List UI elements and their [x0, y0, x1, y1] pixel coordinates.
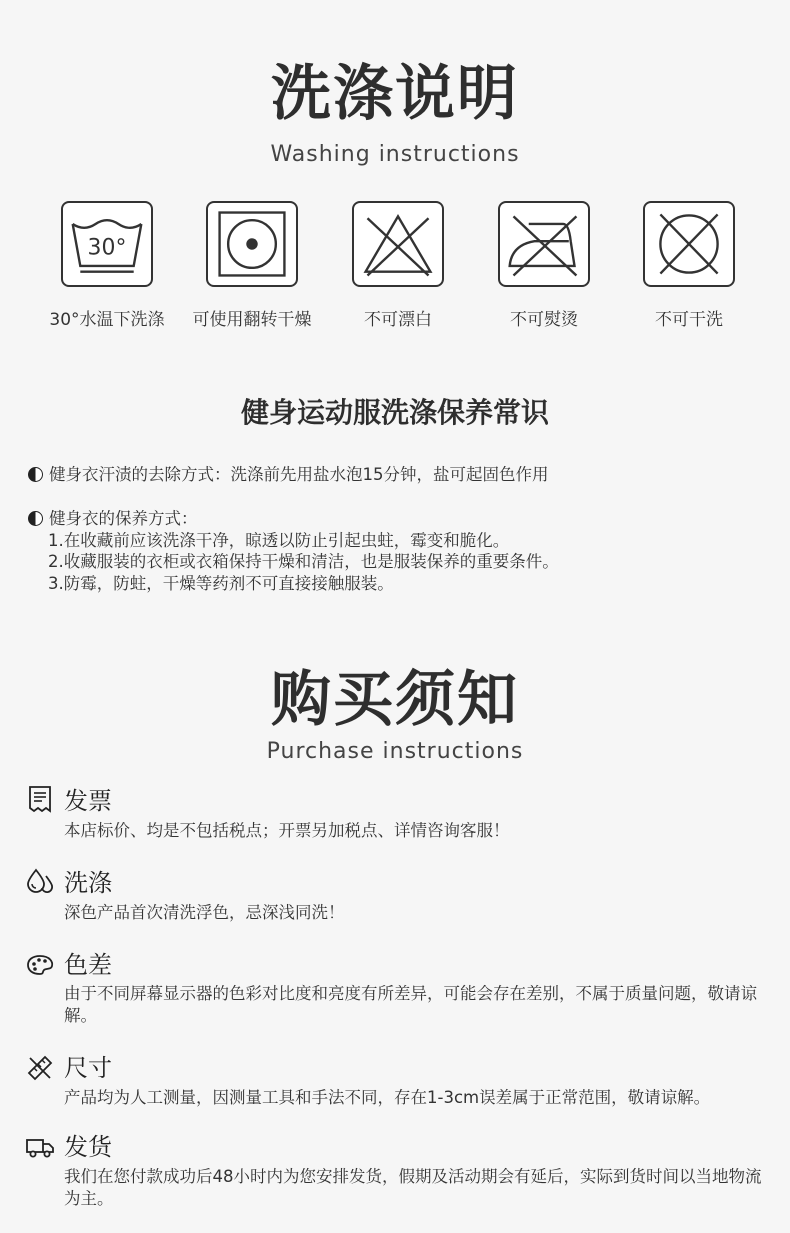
water-drops-icon	[26, 866, 54, 894]
wash-body: 深色产品首次清洗浮色，忌深浅同洗！	[64, 903, 345, 922]
tumble-dry-label: 可使用翻转干燥	[192, 310, 312, 330]
purchase-subtitle: Purchase instructions	[266, 739, 524, 764]
size-body: 产品均为人工测量，因测量工具和手法不同，存在1-3cm误差属于正常范围，敬请谅解。	[64, 1088, 711, 1107]
care-item: 3.防霉，防蛀，干燥等药剂不可直接接触服装。	[48, 574, 394, 593]
care-stain-text: 健身衣汗渍的去除方式：洗涤前先用盐水泡15分钟，盐可起固色作用	[49, 465, 549, 484]
no-bleach-label: 不可漂白	[364, 310, 432, 330]
size-title: 尺寸	[64, 1054, 112, 1082]
care-maintain-title: 健身衣的保养方式：	[49, 509, 198, 528]
care-item: 2.收藏服装的衣柜或衣箱保持干燥和清洁，也是服装保养的重要条件。	[48, 552, 559, 571]
receipt-icon	[26, 785, 54, 813]
care-maintain-line	[28, 508, 198, 530]
half-circle-icon	[28, 511, 43, 526]
washing-title: 洗涤说明	[271, 59, 519, 129]
palette-icon	[26, 950, 54, 978]
wash-title: 洗涤	[64, 869, 112, 897]
color-diff-title: 色差	[64, 951, 112, 979]
color-diff-body: 由于不同屏幕显示器的色彩对比度和亮度有所差异，可能会存在差别，不属于质量问题，敬请谅解。	[64, 984, 757, 1025]
no-iron-icon	[498, 201, 590, 287]
half-circle-icon	[28, 467, 43, 482]
invoice-title: 发票	[64, 787, 112, 815]
shipping-title: 发货	[64, 1133, 112, 1161]
care-item: 1.在收藏前应该洗涤干净，晾透以防止引起虫蛀，霉变和脆化。	[48, 531, 510, 550]
purchase-title: 购买须知	[271, 665, 519, 735]
no-dry-clean-label: 不可干洗	[655, 310, 723, 330]
wash-30-icon	[61, 201, 153, 287]
tumble-dry-icon	[206, 201, 298, 287]
care-title: 健身运动服洗涤保养常识	[240, 396, 549, 429]
washing-subtitle: Washing instructions	[270, 142, 520, 167]
no-dry-clean-icon	[643, 201, 735, 287]
no-iron-label: 不可熨烫	[510, 310, 578, 330]
invoice-body: 本店标价、均是不包括税点；开票另加税点、详情咨询客服！	[64, 821, 510, 840]
svg-text:30°: 30°	[87, 235, 127, 261]
delivery-truck-icon	[26, 1133, 54, 1161]
care-stain-line	[28, 464, 549, 486]
shipping-body: 我们在您付款成功后48小时内为您安排发货，假期及活动期会有延后，实际到货时间以当地物流为主。	[64, 1167, 762, 1208]
ruler-pencil-icon	[26, 1054, 54, 1082]
no-bleach-icon	[352, 201, 444, 287]
wash-30-label: 30°水温下洗涤	[49, 310, 165, 330]
